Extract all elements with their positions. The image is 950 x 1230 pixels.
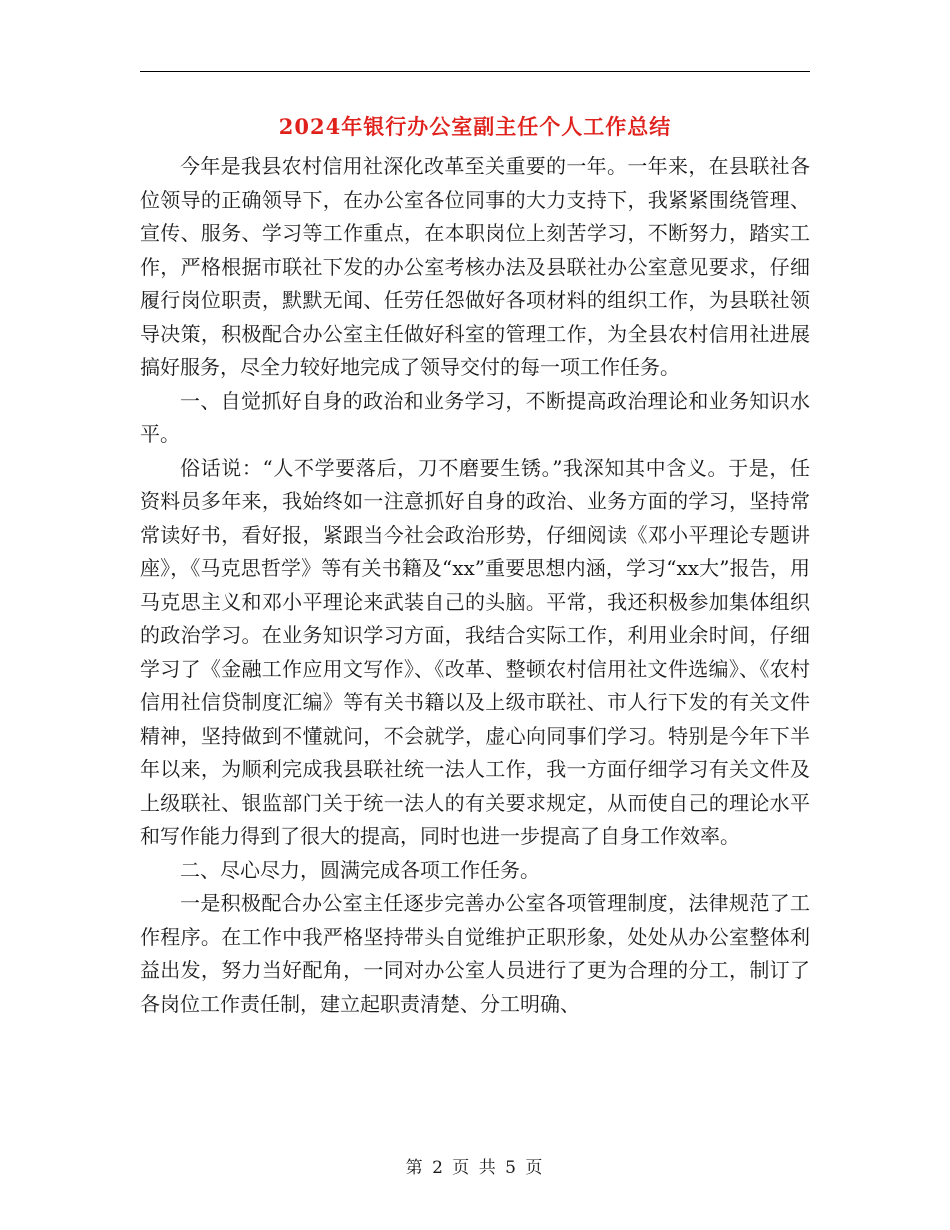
header-rule: [140, 71, 810, 72]
page-number-footer: 第 2 页 共 5 页: [405, 1158, 545, 1178]
paragraph-management: 一是积极配合办公室主任逐步完善办公室各项管理制度，法律规范了工作程序。在工作中我严格坚持带头自觉维护正职形象，处处从办公室整体利益出发，努力当好配角，一同对办公室人员进行了更为合理的分工，制订了各岗位工作责任制，建立起职责清楚、分工明确、: [140, 891, 810, 1016]
section-heading-1: 一、自觉抓好自身的政治和业务学习，不断提高政治理论和业务知识水平。: [140, 388, 810, 446]
document-title: 2024年银行办公室副主任个人工作总结: [278, 114, 672, 139]
document-body: [140, 150, 810, 1021]
paragraph-intro: 今年是我县农村信用社深化改革至关重要的一年。一年来，在县联社各位领导的正确领导下，在办公室各位同事的大力支持下，我紧紧围绕管理、宣传、服务、学习等工作重点，在本职岗位上刻苦学习，不断努力，踏实工作，严格根据市联社下发的办公室考核办法及县联社办公室意见要求，仔细履行岗位职责，默默无闻、任劳任怨做好各项材料的组织工作，为县联社领导决策，积极配合办公室主任做好科室的管理工作，为全县农村信用社进展搞好服务，尽全力较好地完成了领导交付的每一项工作任务。: [140, 154, 810, 379]
paragraph-study: 俗话说：“人不学要落后，刀不磨要生锈。”我深知其中含义。于是，任资料员多年来，我始终如一注意抓好自身的政治、业务方面的学习，坚持常常读好书，看好报，紧跟当今社会政治形势，仔细阅读《邓小平理论专题讲座》，《马克思哲学》等有关书籍及“xx”重要思想内涵，学习“xx大”报告，用马克思主义和邓小平理论来武装自己的头脑。平常，我还积极参加集体组织的政治学习。在业务知识学习方面，我结合实际工作，利用业余时间，仔细学习了《金融工作应用文写作》、《改革、整顿农村信用社文件选编》、《农村信用社信贷制度汇编》等有关书籍以及上级市联社、市人行下发的有关文件精神，坚持做到不懂就问，不会就学，虚心向同事们学习。特别是今年下半年以来，为顺利完成我县联社统一法人工作，我一方面仔细学习有关文件及上级联社、银监部门关于统一法人的有关要求规定，从而使自己的理论水平和写作能力得到了很大的提高，同时也进一步提高了自身工作效率。: [140, 455, 810, 848]
section-heading-2: 二、尽心尽力，圆满完成各项工作任务。: [180, 857, 540, 882]
